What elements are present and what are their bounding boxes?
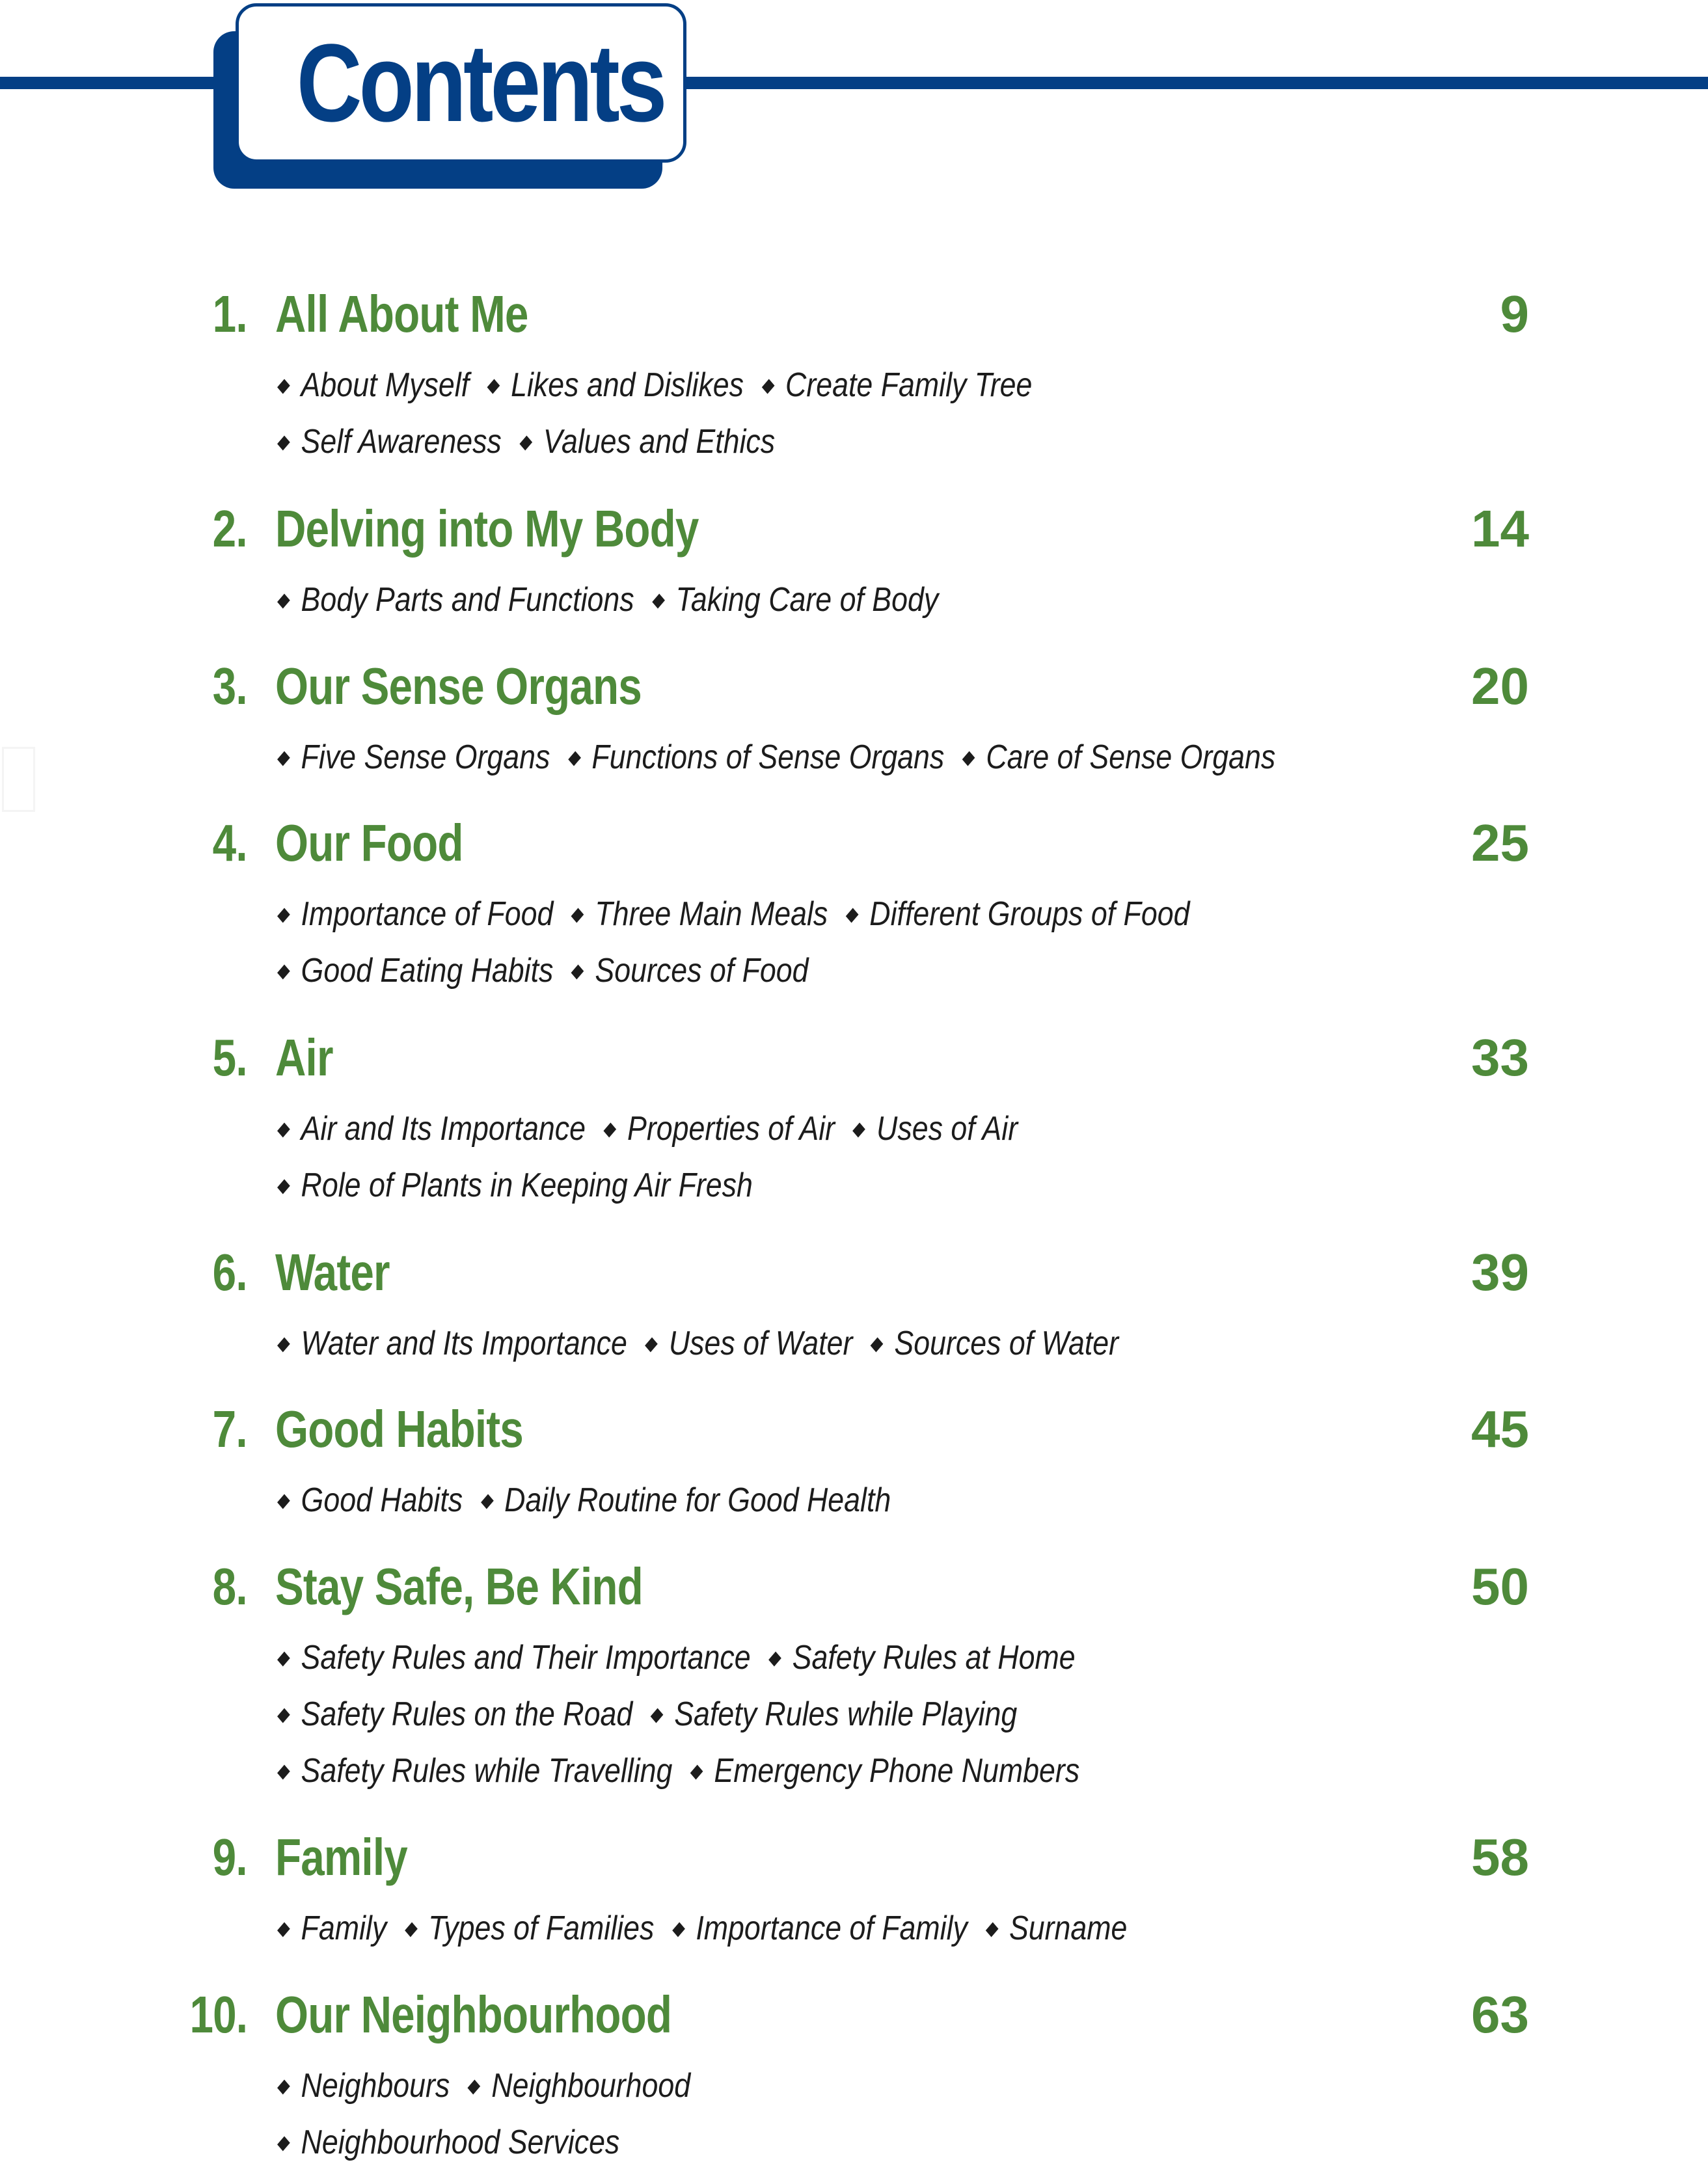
chapter-title[interactable]: All About Me [275,285,528,343]
subtopic-item: Good Habits [275,1481,463,1519]
toc-entry-7[interactable] [0,1400,1708,1529]
diamond-bullet-icon [571,908,584,923]
subtopic-item: Importance of Food [275,895,553,933]
chapter-title[interactable]: Water [275,1243,390,1301]
subtopic-item: Types of Families [395,1909,655,1947]
subtopic-list [0,1315,1708,1372]
subtopic-item: Role of Plants in Keeping Air Fresh [275,1166,753,1204]
toc-entry-4[interactable] [0,814,1708,999]
subtopic-line [0,414,1708,470]
subtopic-item: Daily Routine for Good Health [471,1481,891,1519]
page-number[interactable]: 14 [1471,500,1529,558]
subtopic-line [0,1630,1708,1686]
subtopic-line [0,2058,1708,2114]
diamond-bullet-icon [277,751,290,766]
subtopic-line [0,2114,1708,2171]
subtopic-item: Sources of Food [562,952,809,990]
chapter-number: 4. [212,814,247,872]
subtopic-line [0,729,1708,786]
subtopic-line [0,943,1708,999]
page-number[interactable]: 50 [1471,1557,1529,1615]
page-title: Contents [296,21,664,145]
subtopic-item: Functions of Sense Organs [558,738,945,776]
subtopic-item: Self Awareness [275,423,502,461]
subtopic-list [0,729,1708,786]
subtopic-item: Neighbourhood Services [275,2124,619,2161]
diamond-bullet-icon [277,1922,290,1937]
diamond-bullet-icon [277,1652,290,1667]
diamond-bullet-icon [277,1494,290,1509]
toc-entry-heading[interactable] [0,814,1708,878]
toc-entry-heading[interactable] [0,1400,1708,1464]
toc-entry-8[interactable] [0,1557,1708,1800]
subtopic-list [0,572,1708,628]
toc-entry-heading[interactable] [0,1243,1708,1308]
diamond-bullet-icon [277,1765,290,1780]
toc-entry-1[interactable] [0,285,1708,470]
diamond-bullet-icon [690,1765,703,1780]
chapter-number: 7. [212,1400,247,1458]
subtopic-item: Neighbourhood [458,2067,690,2105]
subtopic-item: Five Sense Organs [275,738,550,776]
subtopic-item: Create Family Tree [752,366,1032,404]
chapter-number: 6. [212,1243,247,1301]
subtopic-list [0,1630,1708,1800]
subtopic-line [0,1315,1708,1372]
diamond-bullet-icon [853,1123,866,1138]
subtopic-line [0,1101,1708,1157]
chapter-number: 1. [212,285,247,343]
diamond-bullet-icon [468,2080,481,2095]
subtopic-item: Care of Sense Organs [953,738,1276,776]
page-number[interactable]: 33 [1471,1029,1529,1086]
subtopic-item: Properties of Air [593,1110,835,1148]
diamond-bullet-icon [277,908,290,923]
diamond-bullet-icon [652,594,665,609]
subtopic-list [0,886,1708,999]
page-number[interactable]: 20 [1471,657,1529,715]
chapter-title[interactable]: Delving into My Body [275,500,699,558]
toc-entry-6[interactable] [0,1243,1708,1372]
subtopic-line [0,357,1708,414]
subtopic-item: Family [275,1909,386,1947]
subtopic-item: Water and Its Importance [275,1325,627,1362]
subtopic-item: Safety Rules while Playing [641,1695,1018,1733]
subtopic-item: Sources of Water [861,1325,1118,1362]
toc-entry-5[interactable] [0,1029,1708,1214]
page-number[interactable]: 39 [1471,1243,1529,1301]
diamond-bullet-icon [768,1652,781,1667]
subtopic-item: Surname [975,1909,1127,1947]
toc-entry-heading[interactable] [0,1828,1708,1893]
diamond-bullet-icon [277,379,290,394]
chapter-number: 2. [212,500,247,558]
diamond-bullet-icon [871,1338,884,1353]
page-number[interactable]: 45 [1471,1400,1529,1458]
subtopic-item: Safety Rules while Travelling [275,1752,672,1790]
subtopic-line [0,1157,1708,1214]
diamond-bullet-icon [762,379,775,394]
diamond-bullet-icon [604,1123,617,1138]
subtopic-line [0,572,1708,628]
subtopic-item: Values and Ethics [509,423,775,461]
chapter-number: 8. [212,1557,247,1615]
diamond-bullet-icon [277,1123,290,1138]
diamond-bullet-icon [985,1922,998,1937]
toc-entry-3[interactable] [0,657,1708,786]
subtopic-line [0,1472,1708,1529]
diamond-bullet-icon [571,965,584,980]
subtopic-item: Air and Its Importance [275,1110,586,1148]
diamond-bullet-icon [277,1708,290,1723]
subtopic-item: Different Groups of Food [836,895,1190,933]
page-number[interactable]: 58 [1471,1828,1529,1886]
subtopic-list [0,1472,1708,1529]
subtopic-list [0,1900,1708,1957]
chapter-title[interactable]: Air [275,1029,333,1086]
diamond-bullet-icon [568,751,581,766]
toc-entry-10[interactable] [0,1986,1708,2171]
subtopic-item: Body Parts and Functions [275,581,634,619]
chapter-number: 3. [212,657,247,715]
diamond-bullet-icon [277,965,290,980]
subtopic-item: Safety Rules on the Road [275,1695,632,1733]
chapter-title[interactable]: Our Sense Organs [275,657,642,715]
subtopic-item: Three Main Meals [562,895,828,933]
chapter-title[interactable]: Good Habits [275,1400,523,1458]
chapter-number: 5. [212,1029,247,1086]
toc-entry-2[interactable] [0,500,1708,628]
diamond-bullet-icon [481,1494,494,1509]
diamond-bullet-icon [405,1922,418,1937]
diamond-bullet-icon [277,1338,290,1353]
subtopic-item: Uses of Air [843,1110,1018,1148]
toc-entry-heading[interactable] [0,1986,1708,2050]
toc-entry-heading[interactable] [0,500,1708,564]
diamond-bullet-icon [846,908,859,923]
chapter-title[interactable]: Our Food [275,814,463,872]
subtopic-line [0,1743,1708,1800]
subtopic-item: Likes and Dislikes [477,366,744,404]
page-number[interactable]: 25 [1471,814,1529,872]
subtopic-item: Emergency Phone Numbers [681,1752,1079,1790]
toc-entry-9[interactable] [0,1828,1708,1957]
page-number[interactable]: 63 [1471,1986,1529,2043]
subtopic-item: Good Eating Habits [275,952,553,990]
diamond-bullet-icon [651,1708,664,1723]
diamond-bullet-icon [672,1922,685,1937]
subtopic-item: Uses of Water [635,1325,852,1362]
chapter-title[interactable]: Stay Safe, Be Kind [275,1557,643,1615]
subtopic-item: Neighbours [275,2067,450,2105]
toc-entry-heading[interactable] [0,1029,1708,1093]
toc-entry-heading[interactable] [0,1557,1708,1622]
subtopic-line [0,1900,1708,1957]
chapter-number: 9. [212,1828,247,1886]
subtopic-item: Taking Care of Body [642,581,938,619]
subtopic-list [0,357,1708,470]
diamond-bullet-icon [277,594,290,609]
diamond-bullet-icon [277,436,290,451]
subtopic-list [0,1101,1708,1214]
subtopic-item: Safety Rules and Their Importance [275,1639,751,1677]
subtopic-line [0,886,1708,943]
diamond-bullet-icon [962,751,975,766]
diamond-bullet-icon [277,2080,290,2095]
chapter-title[interactable]: Our Neighbourhood [275,1986,672,2043]
diamond-bullet-icon [277,2137,290,2151]
subtopic-list [0,2058,1708,2171]
subtopic-item: About Myself [275,366,469,404]
toc-entry-heading[interactable] [0,657,1708,721]
chapter-number: 10. [189,1986,247,2043]
diamond-bullet-icon [487,379,500,394]
subtopic-line [0,1686,1708,1743]
page-number[interactable]: 9 [1500,285,1529,343]
diamond-bullet-icon [277,1180,290,1194]
subtopic-item: Importance of Family [662,1909,968,1947]
toc-entry-heading[interactable] [0,285,1708,349]
chapter-title[interactable]: Family [275,1828,407,1886]
subtopic-item: Safety Rules at Home [759,1639,1076,1677]
diamond-bullet-icon [645,1338,658,1353]
diamond-bullet-icon [519,436,532,451]
